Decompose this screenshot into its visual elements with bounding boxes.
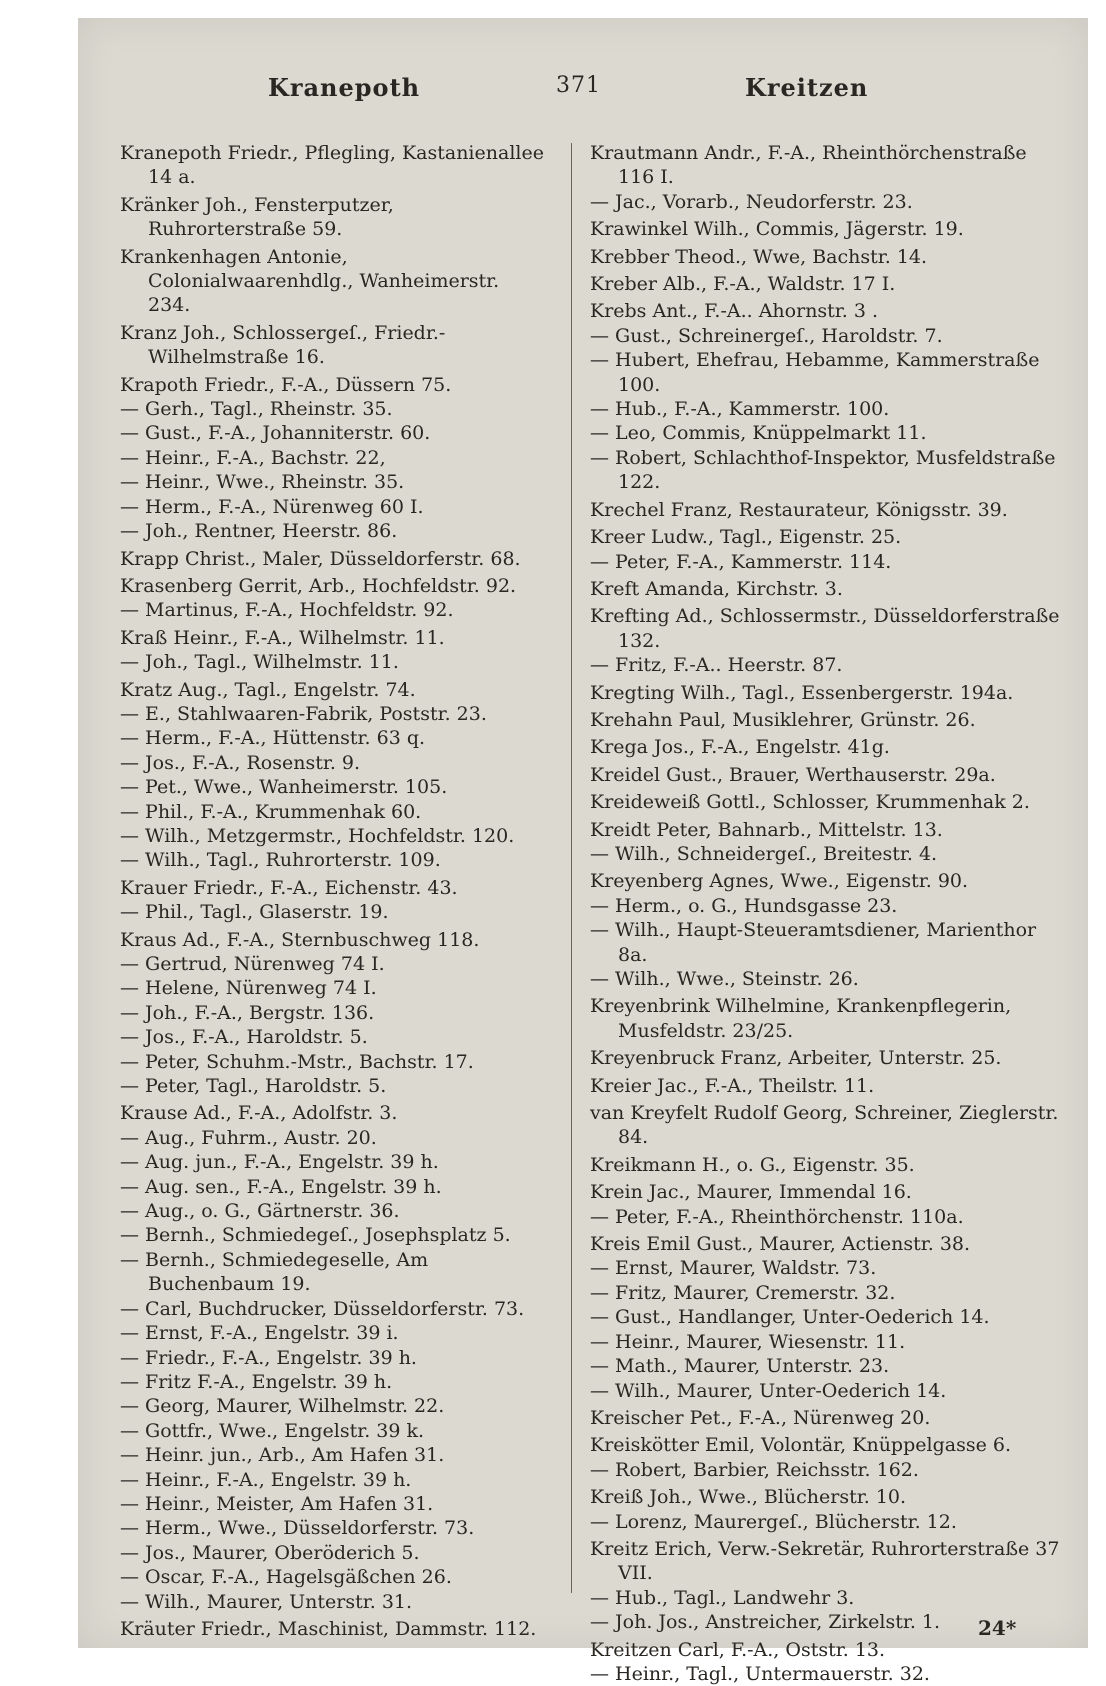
directory-entry: Krapp Christ., Maler, Düsseldorferstr. 68.: [120, 547, 521, 570]
directory-entry: — Ernst, Maurer, Waldstr. 73.: [590, 1257, 877, 1280]
running-head-right: Kreitzen: [745, 73, 869, 102]
directory-entry: Krehahn Paul, Musiklehrer, Grünstr. 26.: [590, 708, 976, 731]
directory-entry: — E., Stahlwaaren-Fabrik, Poststr. 23.: [120, 702, 487, 725]
directory-entry: Krasenberg Gerrit, Arb., Hochfeldstr. 92.: [120, 574, 517, 597]
directory-entry: Krefting Ad., Schlossermstr., Düsseldorferstraße 132.: [590, 605, 1060, 652]
directory-entry: Kratz Aug., Tagl., Engelstr. 74.: [120, 678, 416, 701]
directory-entry: Kreber Alb., F.-A., Waldstr. 17 I.: [590, 273, 896, 296]
directory-entry: — Heinr., F.-A., Bachstr. 22,: [120, 446, 386, 469]
directory-entry: Kreis Emil Gust., Maurer, Actienstr. 38.: [590, 1233, 971, 1256]
directory-entry: Krebber Theod., Wwe, Bachstr. 14.: [590, 245, 928, 268]
directory-entry: — Bernh., Schmiedegeselle, Am Buchenbaum 19.: [120, 1248, 429, 1296]
directory-entry: — Gerh., Tagl., Rheinstr. 35.: [120, 398, 393, 421]
directory-entry: — Heinr., Tagl., Untermauerstr. 32.: [590, 1662, 930, 1685]
directory-entry: Kreischer Pet., F.-A., Nürenweg 20.: [590, 1406, 931, 1429]
directory-entry: — Peter, Schuhm.-Mstr., Bachstr. 17.: [120, 1050, 474, 1073]
directory-entry: — Lorenz, Maurergeſ., Blücherstr. 12.: [590, 1510, 957, 1533]
directory-entry: Kreikmann H., o. G., Eigenstr. 35.: [590, 1153, 915, 1176]
directory-entry: Kreitzen Carl, F.-A., Oststr. 13.: [590, 1638, 886, 1661]
directory-entry: — Oscar, F.-A., Hagelsgäßchen 26.: [120, 1566, 452, 1589]
directory-entry: Kreyenberg Agnes, Wwe., Eigenstr. 90.: [590, 870, 969, 893]
directory-entry: Krankenhagen Antonie, Colonialwaarenhdlg., Wanheimerstr. 234.: [120, 245, 500, 317]
directory-entry: — Peter, Tagl., Haroldstr. 5.: [120, 1075, 387, 1098]
directory-entry: — Hubert, Ehefrau, Hebamme, Kammerstraße 100.: [590, 349, 1040, 396]
directory-entry: Kreer Ludw., Tagl., Eigenstr. 25.: [590, 526, 902, 549]
directory-entry: van Kreyfelt Rudolf Georg, Schreiner, Zieglerstr. 84.: [590, 1102, 1059, 1149]
directory-entry: — Leo, Commis, Knüppelmarkt 11.: [590, 422, 927, 445]
directory-entry: — Joh., Tagl., Wilhelmstr. 11.: [120, 651, 399, 674]
directory-entry: — Martinus, F.-A., Hochfeldstr. 92.: [120, 599, 454, 622]
directory-entry: Krauer Friedr., F.-A., Eichenstr. 43.: [120, 876, 458, 899]
directory-entry: — Heinr., Meister, Am Hafen 31.: [120, 1492, 434, 1515]
directory-entry: Krause Ad., F.-A., Adolfstr. 3.: [120, 1102, 398, 1125]
directory-entry: — Herm., o. G., Hundsgasse 23.: [590, 894, 898, 917]
directory-entry: Krawinkel Wilh., Commis, Jägerstr. 19.: [590, 218, 964, 241]
directory-entry: — Friedr., F.-A., Engelstr. 39 h.: [120, 1346, 417, 1369]
directory-entry: — Herm., F.-A., Hüttenstr. 63 q.: [120, 727, 426, 750]
directory-entry: — Heinr., Wwe., Rheinstr. 35.: [120, 471, 405, 494]
directory-entry: — Joh. Jos., Anstreicher, Zirkelstr. 1.: [590, 1611, 941, 1634]
directory-entry: — Robert, Barbier, Reichsstr. 162.: [590, 1458, 919, 1481]
right-column: [590, 138, 1064, 1686]
directory-entry: — Math., Maurer, Unterstr. 23.: [590, 1355, 890, 1378]
directory-entry: — Heinr., Maurer, Wiesenstr. 11.: [590, 1330, 906, 1353]
directory-entry: Kraß Heinr., F.-A., Wilhelmstr. 11.: [120, 626, 445, 649]
signature-mark: 24*: [978, 1616, 1017, 1640]
directory-entry: — Gust., Schreinergeſ., Haroldstr. 7.: [590, 324, 943, 347]
directory-entry: — Jos., F.-A., Rosenstr. 9.: [120, 751, 361, 774]
directory-entry: Krechel Franz, Restaurateur, Königsstr. 39.: [590, 498, 1008, 521]
directory-entry: Kreier Jac., F.-A., Theilstr. 11.: [590, 1074, 875, 1097]
directory-entry: Kreidt Peter, Bahnarb., Mittelstr. 13.: [590, 818, 943, 841]
directory-entry: — Gottfr., Wwe., Engelstr. 39 k.: [120, 1419, 425, 1442]
directory-entry: — Jac., Vorarb., Neudorferstr. 23.: [590, 190, 913, 213]
directory-entry: Krautmann Andr., F.-A., Rheinthörchenstraße 116 I.: [590, 142, 1027, 189]
directory-entry: Kreitz Erich, Verw.-Sekretär, Ruhrorterstraße 37 VII.: [590, 1537, 1060, 1585]
directory-entry: — Wilh., Maurer, Unter-Oederich 14.: [590, 1379, 947, 1402]
directory-entry: — Peter, F.-A., Rheinthörchenstr. 110a.: [590, 1205, 964, 1228]
directory-entry: — Joh., F.-A., Bergstr. 136.: [120, 1001, 375, 1024]
directory-entry: — Fritz, F.-A.. Heerstr. 87.: [590, 654, 843, 677]
directory-entry: — Herm., F.-A., Nürenweg 60 I.: [120, 495, 424, 518]
directory-entry: — Wilh., Metzgermstr., Hochfeldstr. 120.: [120, 824, 515, 847]
column-divider: [571, 143, 572, 1593]
directory-entry: Kranz Joh., Schlossergeſ., Friedr.-Wilhelmstraße 16.: [120, 321, 446, 369]
directory-entry: — Phil., Tagl., Glaserstr. 19.: [120, 901, 389, 924]
directory-entry: Kreft Amanda, Kirchstr. 3.: [590, 577, 843, 600]
page-number: 371: [556, 73, 601, 98]
directory-entry: Kreiß Joh., Wwe., Blücherstr. 10.: [590, 1486, 907, 1509]
directory-entry: — Fritz F.-A., Engelstr. 39 h.: [120, 1370, 393, 1393]
directory-entry: Kränker Joh., Fensterputzer, Ruhrorterstraße 59.: [120, 193, 394, 241]
directory-entry: — Robert, Schlachthof-Inspektor, Musfeldstraße 122.: [590, 446, 1056, 494]
directory-entry: — Aug. jun., F.-A., Engelstr. 39 h.: [120, 1151, 439, 1174]
directory-entry: Kranepoth Friedr., Pflegling, Kastanienallee 14 a.: [120, 142, 544, 189]
directory-entry: — Carl, Buchdrucker, Düsseldorferstr. 73.: [120, 1297, 525, 1320]
directory-entry: — Jos., Maurer, Oberöderich 5.: [120, 1541, 420, 1564]
directory-entry: — Wilh., Tagl., Ruhrorterstr. 109.: [120, 849, 441, 872]
directory-entry: Krega Jos., F.-A., Engelstr. 41g.: [590, 736, 890, 759]
directory-entry: — Aug. sen., F.-A., Engelstr. 39 h.: [120, 1175, 442, 1198]
directory-entry: — Jos., F.-A., Haroldstr. 5.: [120, 1026, 368, 1049]
directory-entry: — Heinr., F.-A., Engelstr. 39 h.: [120, 1468, 412, 1491]
directory-entry: Kregting Wilh., Tagl., Essenbergerstr. 194a.: [590, 681, 1014, 704]
directory-entry: Krebs Ant., F.-A.. Ahornstr. 3 .: [590, 300, 879, 323]
directory-entry: — Wilh., Maurer, Unterstr. 31.: [120, 1590, 413, 1613]
directory-entry: — Hub., Tagl., Landwehr 3.: [590, 1586, 855, 1609]
directory-entry: — Aug., Fuhrm., Austr. 20.: [120, 1126, 377, 1149]
directory-entry: — Herm., Wwe., Düsseldorferstr. 73.: [120, 1517, 475, 1540]
directory-entry: — Pet., Wwe., Wanheimerstr. 105.: [120, 776, 448, 799]
directory-entry: Kreyenbrink Wilhelmine, Krankenpflegerin, Musfeldstr. 23/25.: [590, 995, 1012, 1042]
directory-entry: — Hub., F.-A., Kammerstr. 100.: [590, 398, 890, 421]
directory-entry: — Georg, Maurer, Wilhelmstr. 22.: [120, 1395, 445, 1418]
directory-entry: Kreiskötter Emil, Volontär, Knüppelgasse 6.: [590, 1434, 1011, 1457]
directory-entry: Kreyenbruck Franz, Arbeiter, Unterstr. 25.: [590, 1047, 1002, 1070]
directory-entry: — Helene, Nürenweg 74 I.: [120, 977, 377, 1000]
directory-entry: Kraus Ad., F.-A., Sternbuschweg 118.: [120, 928, 480, 951]
directory-entry: — Fritz, Maurer, Cremerstr. 32.: [590, 1281, 896, 1304]
running-head-left: Kranepoth: [268, 73, 421, 102]
directory-entry: — Wilh., Schneidergeſ., Breitestr. 4.: [590, 842, 938, 865]
directory-entry: — Joh., Rentner, Heerstr. 86.: [120, 520, 398, 543]
directory-entry: — Peter, F.-A., Kammerstr. 114.: [590, 550, 892, 573]
directory-entry: Krein Jac., Maurer, Immendal 16.: [590, 1181, 912, 1204]
directory-entry: — Gertrud, Nürenweg 74 I.: [120, 953, 385, 975]
directory-entry: Kreidel Gust., Brauer, Werthauserstr. 29a.: [590, 763, 996, 786]
directory-entry: — Wilh., Wwe., Steinstr. 26.: [590, 968, 859, 990]
directory-entry: — Heinr. jun., Arb., Am Hafen 31.: [120, 1444, 445, 1467]
directory-entry: — Gust., Handlanger, Unter-Oederich 14.: [590, 1306, 990, 1329]
directory-entry: — Bernh., Schmiedegeſ., Josephsplatz 5.: [120, 1224, 511, 1247]
directory-entry: Kräuter Friedr., Maschinist, Dammstr. 112.: [120, 1617, 537, 1640]
left-column: [120, 138, 546, 1641]
directory-entry: Kreideweiß Gottl., Schlosser, Krummenhak 2.: [590, 791, 1030, 814]
directory-page: [78, 18, 1088, 1685]
directory-entry: — Gust., F.-A., Johanniterstr. 60.: [120, 422, 431, 445]
directory-entry: — Phil., F.-A., Krummenhak 60.: [120, 800, 422, 823]
directory-entry: Krapoth Friedr., F.-A., Düssern 75.: [120, 373, 452, 396]
directory-entry: — Ernst, F.-A., Engelstr. 39 i.: [120, 1322, 399, 1345]
directory-entry: — Wilh., Haupt-Steueramtsdiener, Marienthor 8a.: [590, 919, 1037, 966]
directory-entry: — Aug., o. G., Gärtnerstr. 36.: [120, 1200, 400, 1223]
